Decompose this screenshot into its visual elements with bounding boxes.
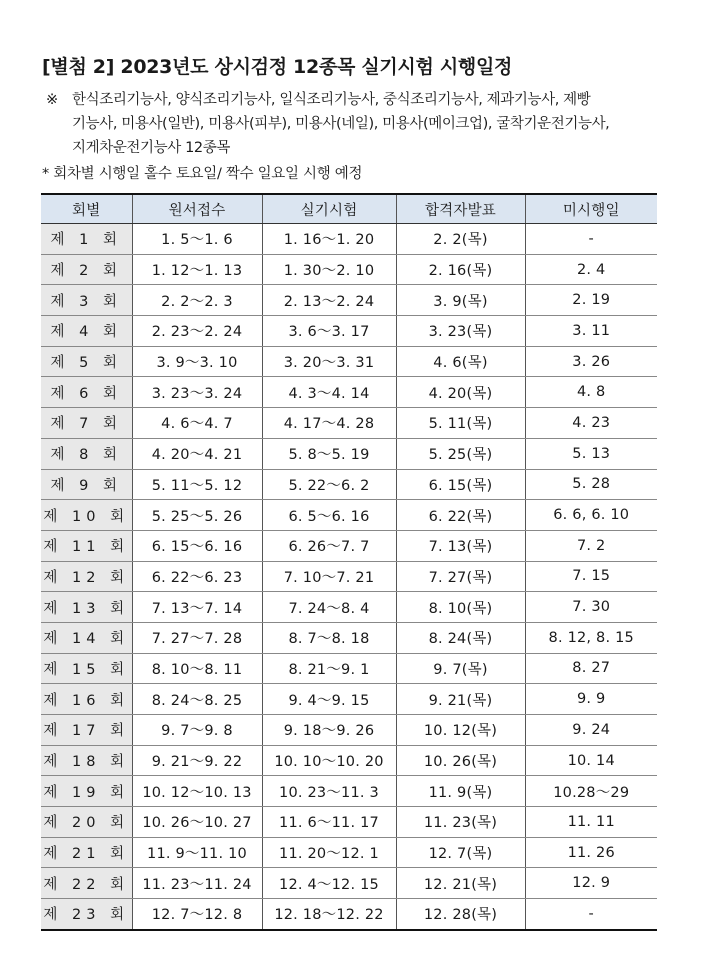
- non-exam-days-cell: 3. 11: [525, 316, 657, 347]
- practical-exam-cell: 1. 30～2. 10: [262, 254, 396, 285]
- application-cell: 2. 2～2. 3: [132, 285, 262, 316]
- result-announcement-cell: 11. 23(목): [396, 807, 525, 838]
- practical-exam-cell: 4. 3～4. 14: [262, 377, 396, 408]
- round-cell: 제 14 회: [41, 622, 132, 653]
- result-announcement-cell: 8. 10(목): [396, 592, 525, 623]
- non-exam-days-cell: 11. 11: [525, 807, 657, 838]
- table-row: [41, 561, 657, 592]
- table-row: [41, 715, 657, 746]
- round-cell: 제 4 회: [41, 316, 132, 347]
- non-exam-days-cell: 6. 6, 6. 10: [525, 500, 657, 531]
- application-cell: 12. 7～12. 8: [132, 899, 262, 930]
- table-row: [41, 500, 657, 531]
- practical-exam-cell: 9. 18～9. 26: [262, 715, 396, 746]
- table-row: [41, 807, 657, 838]
- result-announcement-cell: 7. 27(목): [396, 561, 525, 592]
- application-cell: 11. 23～11. 24: [132, 868, 262, 899]
- practical-exam-cell: 5. 8～5. 19: [262, 438, 396, 469]
- non-exam-days-cell: 10. 14: [525, 745, 657, 776]
- application-cell: 2. 23～2. 24: [132, 316, 262, 347]
- round-cell: 제 11 회: [41, 530, 132, 561]
- practical-exam-cell: 8. 21～9. 1: [262, 653, 396, 684]
- round-cell: 제 9 회: [41, 469, 132, 500]
- round-cell: 제 1 회: [41, 224, 132, 255]
- round-cell: 제 13 회: [41, 592, 132, 623]
- non-exam-days-cell: 7. 15: [525, 561, 657, 592]
- table-row: [41, 837, 657, 868]
- result-announcement-cell: 11. 9(목): [396, 776, 525, 807]
- header-result-announcement: 합격자발표: [396, 194, 525, 224]
- application-cell: 4. 6～4. 7: [132, 408, 262, 439]
- document-title: [별첨 2] 2023년도 상시검정 12종목 실기시험 시행일정: [42, 56, 513, 78]
- header-row: [41, 194, 657, 224]
- application-cell: 10. 12～10. 13: [132, 776, 262, 807]
- table-row: [41, 316, 657, 347]
- application-cell: 6. 15～6. 16: [132, 530, 262, 561]
- result-announcement-cell: 4. 20(목): [396, 377, 525, 408]
- table-row: [41, 469, 657, 500]
- reference-mark-icon: ※: [46, 92, 58, 108]
- table-row: [41, 776, 657, 807]
- round-cell: 제 20 회: [41, 807, 132, 838]
- result-announcement-cell: 8. 24(목): [396, 622, 525, 653]
- table-body: [41, 224, 657, 930]
- result-announcement-cell: 10. 26(목): [396, 745, 525, 776]
- practical-exam-cell: 8. 7～8. 18: [262, 622, 396, 653]
- practical-exam-cell: 9. 4～9. 15: [262, 684, 396, 715]
- table-row: [41, 224, 657, 255]
- practical-exam-cell: 3. 20～3. 31: [262, 346, 396, 377]
- table-row: [41, 745, 657, 776]
- table-row: [41, 868, 657, 899]
- table-row: [41, 254, 657, 285]
- non-exam-days-cell: -: [525, 224, 657, 255]
- result-announcement-cell: 4. 6(목): [396, 346, 525, 377]
- result-announcement-cell: 6. 15(목): [396, 469, 525, 500]
- practical-exam-cell: 5. 22～6. 2: [262, 469, 396, 500]
- non-exam-days-cell: 3. 26: [525, 346, 657, 377]
- table-row: [41, 377, 657, 408]
- non-exam-days-cell: -: [525, 899, 657, 930]
- table-row: [41, 684, 657, 715]
- practical-exam-cell: 7. 10～7. 21: [262, 561, 396, 592]
- result-announcement-cell: 6. 22(목): [396, 500, 525, 531]
- practical-exam-cell: 11. 6～11. 17: [262, 807, 396, 838]
- header-round: 회별: [41, 194, 132, 224]
- subject-list-line: 기능사, 미용사(일반), 미용사(피부), 미용사(네일), 미용사(메이크업), 굴착기운전기능사,: [72, 116, 610, 132]
- non-exam-days-cell: 4. 8: [525, 377, 657, 408]
- round-cell: 제 5 회: [41, 346, 132, 377]
- non-exam-days-cell: 10.28～29: [525, 776, 657, 807]
- non-exam-days-cell: 7. 30: [525, 592, 657, 623]
- application-cell: 1. 12～1. 13: [132, 254, 262, 285]
- table-row: [41, 285, 657, 316]
- round-cell: 제 3 회: [41, 285, 132, 316]
- application-cell: 8. 10～8. 11: [132, 653, 262, 684]
- header-practical-exam: 실기시험: [262, 194, 396, 224]
- round-cell: 제 15 회: [41, 653, 132, 684]
- non-exam-days-cell: 11. 26: [525, 837, 657, 868]
- non-exam-days-cell: 2. 19: [525, 285, 657, 316]
- result-announcement-cell: 10. 12(목): [396, 715, 525, 746]
- non-exam-days-cell: 2. 4: [525, 254, 657, 285]
- header-non-exam-days: 미시행일: [525, 194, 657, 224]
- practical-exam-cell: 1. 16～1. 20: [262, 224, 396, 255]
- non-exam-days-cell: 5. 13: [525, 438, 657, 469]
- table-row: [41, 438, 657, 469]
- non-exam-days-cell: 12. 9: [525, 868, 657, 899]
- subject-list-line: 한식조리기능사, 양식조리기능사, 일식조리기능사, 중식조리기능사, 제과기능사, 제빵: [72, 92, 591, 108]
- result-announcement-cell: 3. 23(목): [396, 316, 525, 347]
- application-cell: 6. 22～6. 23: [132, 561, 262, 592]
- practical-exam-cell: 10. 10～10. 20: [262, 745, 396, 776]
- round-cell: 제 18 회: [41, 745, 132, 776]
- application-cell: 3. 23～3. 24: [132, 377, 262, 408]
- table-row: [41, 622, 657, 653]
- table-header: [41, 194, 657, 224]
- non-exam-days-cell: 7. 2: [525, 530, 657, 561]
- round-cell: 제 6 회: [41, 377, 132, 408]
- non-exam-days-cell: 9. 24: [525, 715, 657, 746]
- application-cell: 10. 26～10. 27: [132, 807, 262, 838]
- round-cell: 제 19 회: [41, 776, 132, 807]
- application-cell: 9. 21～9. 22: [132, 745, 262, 776]
- round-cell: 제 17 회: [41, 715, 132, 746]
- round-cell: 제 10 회: [41, 500, 132, 531]
- result-announcement-cell: 3. 9(목): [396, 285, 525, 316]
- practical-exam-cell: 11. 20～12. 1: [262, 837, 396, 868]
- table-row: [41, 653, 657, 684]
- header-application: 원서접수: [132, 194, 262, 224]
- practical-exam-cell: 4. 17～4. 28: [262, 408, 396, 439]
- subject-list: [72, 88, 682, 160]
- non-exam-days-cell: 9. 9: [525, 684, 657, 715]
- round-cell: 제 21 회: [41, 837, 132, 868]
- subject-list-line: 지게차운전기능사 12종목: [72, 140, 230, 156]
- result-announcement-cell: 12. 21(목): [396, 868, 525, 899]
- practical-exam-cell: 10. 23～11. 3: [262, 776, 396, 807]
- round-cell: 제 8 회: [41, 438, 132, 469]
- application-cell: 7. 27～7. 28: [132, 622, 262, 653]
- application-cell: 9. 7～9. 8: [132, 715, 262, 746]
- practical-exam-cell: 6. 5～6. 16: [262, 500, 396, 531]
- application-cell: 3. 9～3. 10: [132, 346, 262, 377]
- application-cell: 11. 9～11. 10: [132, 837, 262, 868]
- practical-exam-cell: 12. 18～12. 22: [262, 899, 396, 930]
- result-announcement-cell: 12. 7(목): [396, 837, 525, 868]
- round-cell: 제 2 회: [41, 254, 132, 285]
- result-announcement-cell: 9. 7(목): [396, 653, 525, 684]
- table-row: [41, 592, 657, 623]
- practical-exam-cell: 6. 26～7. 7: [262, 530, 396, 561]
- application-cell: 7. 13～7. 14: [132, 592, 262, 623]
- result-announcement-cell: 2. 16(목): [396, 254, 525, 285]
- non-exam-days-cell: 5. 28: [525, 469, 657, 500]
- non-exam-days-cell: 8. 27: [525, 653, 657, 684]
- round-cell: 제 22 회: [41, 868, 132, 899]
- result-announcement-cell: 2. 2(목): [396, 224, 525, 255]
- table-row: [41, 899, 657, 930]
- result-announcement-cell: 9. 21(목): [396, 684, 525, 715]
- round-cell: 제 12 회: [41, 561, 132, 592]
- table-row: [41, 530, 657, 561]
- practical-exam-cell: 12. 4～12. 15: [262, 868, 396, 899]
- result-announcement-cell: 5. 11(목): [396, 408, 525, 439]
- application-cell: 1. 5～1. 6: [132, 224, 262, 255]
- application-cell: 5. 11～5. 12: [132, 469, 262, 500]
- application-cell: 5. 25～5. 26: [132, 500, 262, 531]
- table-row: [41, 408, 657, 439]
- practical-exam-cell: 3. 6～3. 17: [262, 316, 396, 347]
- round-cell: 제 7 회: [41, 408, 132, 439]
- table-row: [41, 346, 657, 377]
- non-exam-days-cell: 4. 23: [525, 408, 657, 439]
- exam-schedule-table: [41, 193, 657, 931]
- result-announcement-cell: 12. 28(목): [396, 899, 525, 930]
- result-announcement-cell: 7. 13(목): [396, 530, 525, 561]
- practical-exam-cell: 2. 13～2. 24: [262, 285, 396, 316]
- application-cell: 4. 20～4. 21: [132, 438, 262, 469]
- practical-exam-cell: 7. 24～8. 4: [262, 592, 396, 623]
- non-exam-days-cell: 8. 12, 8. 15: [525, 622, 657, 653]
- round-cell: 제 16 회: [41, 684, 132, 715]
- round-cell: 제 23 회: [41, 899, 132, 930]
- application-cell: 8. 24～8. 25: [132, 684, 262, 715]
- result-announcement-cell: 5. 25(목): [396, 438, 525, 469]
- schedule-note: * 회차별 시행일 홀수 토요일/ 짝수 일요일 시행 예정: [42, 166, 363, 182]
